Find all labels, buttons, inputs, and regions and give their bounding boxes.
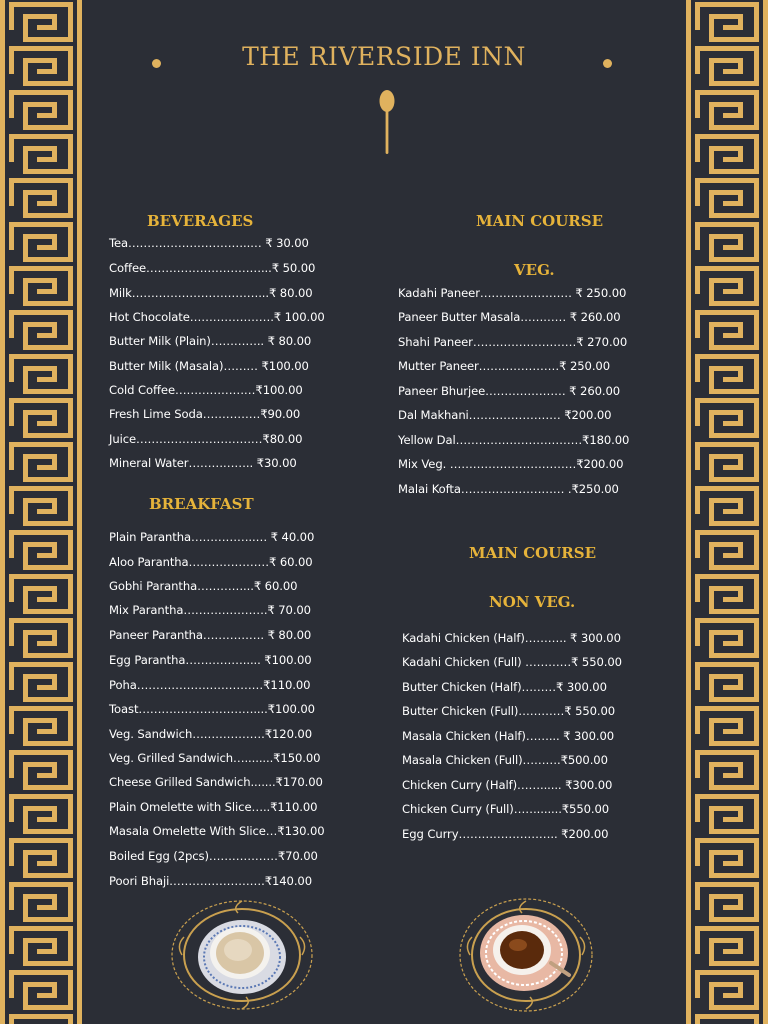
menu-item: Kadahi Chicken (Full) …………₹ 550.00 bbox=[402, 655, 622, 669]
menu-item: Mix Veg. ……………………………₹200.00 bbox=[398, 457, 624, 471]
menu-item: Poori Bhaji…………………….₹140.00 bbox=[109, 874, 312, 888]
menu-item: Hot Chocolate………………….₹ 100.00 bbox=[109, 310, 325, 324]
menu-item: Butter Chicken (Full)…………₹ 550.00 bbox=[402, 704, 616, 718]
left-greek-key-border bbox=[0, 0, 82, 1024]
breakfast-heading: BREAKFAST bbox=[149, 495, 254, 513]
menu-item: Juice……………………………₹80.00 bbox=[109, 432, 303, 446]
menu-item: Butter Milk (Plain)………….. ₹ 80.00 bbox=[109, 334, 312, 348]
menu-item: Cold Coffee…………………₹100.00 bbox=[109, 383, 303, 397]
menu-item: Dal Makhani…………………… ₹200.00 bbox=[398, 408, 612, 422]
menu-item: Milk……………………………...₹ 80.00 bbox=[109, 286, 313, 300]
menu-item: Malai Kofta……………………… .₹250.00 bbox=[398, 482, 619, 496]
menu-item: Chicken Curry (Half)……...... ₹300.00 bbox=[402, 778, 613, 792]
right-greek-key-border bbox=[686, 0, 768, 1024]
menu-item: Shahi Paneer………………………₹ 270.00 bbox=[398, 335, 628, 349]
menu-item: Masala Chicken (Half)……... ₹ 300.00 bbox=[402, 729, 614, 743]
tea-cup-image bbox=[456, 895, 596, 1015]
coffee-cup-image bbox=[168, 897, 316, 1013]
menu-item: Masala Chicken (Full)……….₹500.00 bbox=[402, 753, 608, 767]
menu-item: Aloo Parantha…………………₹ 60.00 bbox=[109, 555, 313, 569]
menu-item: Mineral Water…………….. ₹30.00 bbox=[109, 456, 297, 470]
menu-item: Veg. Grilled Sandwich…........₹150.00 bbox=[109, 751, 321, 765]
menu-item: Poha……………………………₹110.00 bbox=[109, 678, 311, 692]
menu-item: Yellow Dal……………………………₹180.00 bbox=[398, 433, 630, 447]
menu-item: Paneer Butter Masala………… ₹ 260.00 bbox=[398, 310, 621, 324]
menu-item: Butter Milk (Masala)……… ₹100.00 bbox=[109, 359, 309, 373]
menu-item: Kadahi Paneer…………………… ₹ 250.00 bbox=[398, 286, 627, 300]
menu-item: Egg Parantha……………..... ₹100.00 bbox=[109, 653, 312, 667]
menu-item: Chicken Curry (Full)…….......₹550.00 bbox=[402, 802, 610, 816]
menu-item: Paneer Parantha……………. ₹ 80.00 bbox=[109, 628, 312, 642]
menu-item: Butter Chicken (Half)………₹ 300.00 bbox=[402, 680, 607, 694]
page-title: THE RIVERSIDE INN bbox=[242, 42, 526, 71]
menu-item: Mutter Paneer…………………₹ 250.00 bbox=[398, 359, 610, 373]
veg-subheading: VEG. bbox=[514, 261, 555, 279]
menu-item: Egg Curry…………………….. ₹200.00 bbox=[402, 827, 609, 841]
main-course-veg-heading: MAIN COURSE bbox=[476, 212, 604, 230]
menu-item: Cheese Grilled Sandwich.......₹170.00 bbox=[109, 775, 323, 789]
menu-item: Toast…………………………....₹100.00 bbox=[109, 702, 315, 716]
menu-item: Plain Omelette with Slice…..₹110.00 bbox=[109, 800, 318, 814]
menu-item: Boiled Egg (2pcs)………………₹70.00 bbox=[109, 849, 318, 863]
title-right-dot bbox=[603, 59, 612, 68]
nonveg-subheading: NON VEG. bbox=[489, 593, 576, 611]
menu-item: Paneer Bhurjee………………… ₹ 260.00 bbox=[398, 384, 621, 398]
menu-item: Kadahi Chicken (Half)……….. ₹ 300.00 bbox=[402, 631, 621, 645]
menu-item: Mix Parantha………………….₹ 70.00 bbox=[109, 603, 311, 617]
menu-item: Plain Parantha……………..… ₹ 40.00 bbox=[109, 530, 315, 544]
menu-item: Coffee…………………………...₹ 50.00 bbox=[109, 261, 316, 275]
menu-item: Tea…………………………..… ₹ 30.00 bbox=[109, 236, 309, 250]
main-course-nonveg-heading: MAIN COURSE bbox=[469, 544, 597, 562]
menu-item: Gobhi Parantha…………...₹ 60.00 bbox=[109, 579, 298, 593]
menu-item: Masala Omelette With Slice…₹130.00 bbox=[109, 824, 325, 838]
spoon-icon bbox=[377, 88, 397, 156]
beverages-heading: BEVERAGES bbox=[147, 212, 254, 230]
menu-item: Veg. Sandwich……………….₹120.00 bbox=[109, 727, 312, 741]
menu-item: Fresh Lime Soda……………₹90.00 bbox=[109, 407, 301, 421]
